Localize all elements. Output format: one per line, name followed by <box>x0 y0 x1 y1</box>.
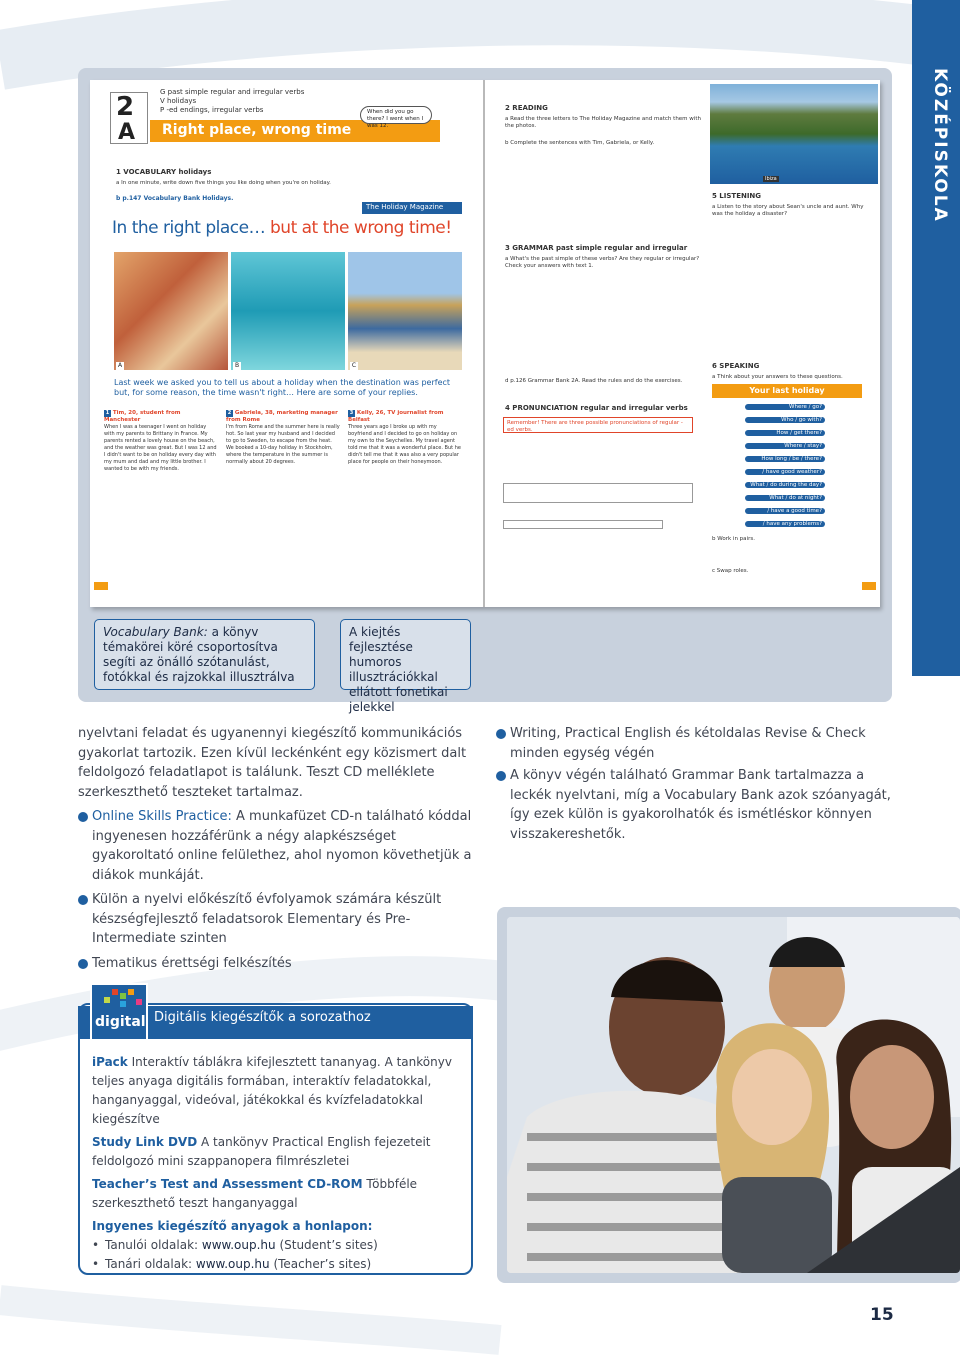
students-photo <box>507 917 960 1273</box>
textbook-spread <box>90 80 880 607</box>
reading-heading: 2 READING <box>505 104 548 112</box>
letter-author: Tim, 20, student from Manchester <box>104 410 181 423</box>
speaking-b: b Work in pairs. <box>712 536 755 542</box>
speaking-c: c Swap roles. <box>712 568 749 574</box>
gv-item: P -ed endings, irregular verbs <box>160 106 264 114</box>
grammar-d: d p.126 Grammar Bank 2A. Read the rules and do the exercises. <box>505 378 683 384</box>
digital-logo <box>90 983 148 1041</box>
speaking-question: / have any problems? <box>745 521 825 527</box>
verb-table <box>503 483 693 503</box>
online-skills-label: Online Skills Practice: <box>92 809 232 824</box>
reading-a: a Read the three letters to The Holiday Magazine and match them with the photos. <box>505 116 701 129</box>
photo-label: B <box>234 362 240 369</box>
digital-content <box>92 1053 464 1274</box>
letter-heading <box>104 410 218 424</box>
speaking-a: a Think about your answers to these questions. <box>712 374 843 380</box>
speaking-question: Who / go with? <box>745 417 825 423</box>
photo-seafood <box>114 252 228 370</box>
photo-beach <box>231 252 345 370</box>
letter-number: 3 <box>349 410 354 416</box>
unit-number: 2 <box>116 92 135 122</box>
letter-heading <box>226 410 340 424</box>
ipack-label: iPack <box>92 1055 128 1069</box>
vocab-a: a In one minute, write down five things you like doing when you're on holiday. <box>116 180 331 186</box>
speaking-question: How / get there? <box>745 430 825 436</box>
lesson-title: Right place, wrong time <box>162 122 352 138</box>
speaking-question: / have good weather? <box>745 469 825 475</box>
reading-b: b Complete the sentences with Tim, Gabriela, or Kelly. <box>505 140 655 146</box>
intro-paragraph: nyelvtani feladat és ugyanennyi kiegészítő kommunikációs gyakorlat tartozik. Ezen kívül leckénként egy közismert dalt feldolgozó feladatlapot is találunk. Teszt CD melléklete szerkeszthető teszteket tartalmaz. <box>78 726 467 800</box>
listening-a: a Listen to the story about Sean's uncle and aunt. Why was the holiday a disaster? <box>712 204 864 217</box>
web-list <box>92 1236 464 1274</box>
headline-blue: In the right place… <box>112 218 266 238</box>
bullet-matura: Tematikus érettségi felkészítés <box>78 954 478 974</box>
article-intro: Last week we asked you to tell us about a holiday when the destination was perfect but, for some reason, the time wasn't right… Here are some of your replies. <box>114 378 451 397</box>
left-page <box>90 80 483 607</box>
online-skills-text: A munkafüzet CD-n található kóddal ingyenesen hozzáférünk a négy alapkészséget gyakoroltató online felülethez, ahol nyomon követhetjük a diákok munkáját. <box>92 809 472 883</box>
photo-ibiza <box>710 84 878 184</box>
verb-table-small <box>503 520 663 529</box>
bullet-grammar-bank: A könyv végén található Grammar Bank tartalmazza a leckék nyelvtani, míg a Vocabulary Bank azok szóanyagát, így ezek külön is gyakorolhatók és ismétléskor könnyen visszakereshetők. <box>496 766 896 844</box>
grammar-heading: 3 GRAMMAR past simple regular and irregular <box>505 244 688 252</box>
vocab-b: b p.147 Vocabulary Bank Holidays. <box>116 195 234 202</box>
right-text-column <box>496 724 896 847</box>
page-tab-right <box>862 582 876 590</box>
page-number: 15 <box>870 1305 894 1325</box>
ipack-text: Interaktív táblákra kifejlesztett tananyag. A tankönyv teljes anyaga digitális formában, interaktív feladatokkal, hanganyaggal, videóval, játékokkal és kvízfeladatokkal kiegészítve <box>92 1055 452 1126</box>
dvd-text: A tankönyv Practical English fejezeteit feldolgozó mini szappanopera filmrészletei <box>92 1135 431 1168</box>
photo-label: A <box>117 362 123 369</box>
letter-heading <box>348 410 462 424</box>
cdrom-text: Többféle szerkeszthető teszt hanganyaggal <box>92 1177 418 1210</box>
speaking-heading: 6 SPEAKING <box>712 362 760 370</box>
speaking-question: What / do at night? <box>745 495 825 501</box>
letter-author: Gabriela, 38, marketing manager from Rome <box>226 410 338 423</box>
left-text-column <box>78 724 478 976</box>
letter-column <box>104 410 218 473</box>
caption-pronunciation: A kiejtés fejlesztése humoros illusztrációkkal ellátott fonetikai jelekkel <box>340 619 471 690</box>
letter-column <box>348 410 462 466</box>
teacher-site-link[interactable]: www.oup.hu <box>195 1257 270 1271</box>
web-item-student <box>92 1236 464 1255</box>
web-label: Ingyenes kiegészítő anyagok a honlapon: <box>92 1219 373 1233</box>
letter-column <box>226 410 340 466</box>
pronunciation-remember-box <box>503 417 693 433</box>
side-tab <box>912 0 960 676</box>
photo-stockholm <box>348 252 462 370</box>
dvd-block <box>92 1133 464 1171</box>
grammar-vocab-list <box>160 88 304 115</box>
pronunciation-remember: Remember! There are three possible pronunciations of regular -ed verbs. <box>507 420 683 433</box>
speaking-question: What / do during the day? <box>745 482 825 488</box>
grammar-a: a What's the past simple of these verbs? Are they regular or irregular? Check your answers with text 1. <box>505 256 700 269</box>
speaking-question: How long / be / there? <box>745 456 825 462</box>
digital-logo-word: digital <box>95 1014 146 1030</box>
web-item-prefix: Tanári oldalak: <box>105 1257 196 1271</box>
bullet-writing: Writing, Practical English és kétoldalas Revise & Check minden egység végén <box>496 724 896 763</box>
letter-text: Three years ago I broke up with my boyfriend and I decided to go on holiday on my own to the Seychelles. My travel agent told me that it was a wonderful place. But he didn't tell me that it was also a very popular place for people on their honeymoon. <box>348 424 461 465</box>
web-item-suffix: (Student’s sites) <box>275 1238 378 1252</box>
side-tab-label: KÖZÉPISKOLA <box>930 68 950 223</box>
vocab-heading: 1 VOCABULARY holidays <box>116 168 212 176</box>
web-item-suffix: (Teacher’s sites) <box>269 1257 372 1271</box>
digital-title: Digitális kiegészítők a sorozathoz <box>154 1010 371 1025</box>
speaking-question: Where / stay? <box>745 443 825 449</box>
listening-heading: 5 LISTENING <box>712 192 762 200</box>
digital-pixels-icon <box>94 987 148 1013</box>
speaking-question: / have a good time? <box>745 508 825 514</box>
last-holiday-banner: Your last holiday <box>712 384 862 398</box>
article-headline <box>112 218 452 238</box>
photo-label: C <box>351 362 357 369</box>
speech-bubble: When did you go there? I went when I was 12. <box>360 106 432 124</box>
letter-author: Kelly, 26, TV journalist from Belfast <box>348 410 444 423</box>
cdrom-block <box>92 1175 464 1213</box>
magazine-label: The Holiday Magazine <box>362 202 462 214</box>
page-tab-left <box>94 582 108 590</box>
headline-red: but at the wrong time! <box>270 218 452 238</box>
web-block <box>92 1217 464 1274</box>
letter-text: I'm from Rome and the summer here is really hot. So last year my husband and I decided to go to Sweden, to escape from the heat. We booked a 10-day holiday in Stockholm, where the temperature in the summer is normally about 20 degrees. <box>226 424 340 465</box>
speaking-question: Where / go? <box>745 404 825 410</box>
web-item-teacher <box>92 1255 464 1274</box>
cdrom-label: Teacher’s Test and Assessment CD-ROM <box>92 1177 363 1191</box>
letter-number: 1 <box>105 410 110 416</box>
letter-number: 2 <box>227 410 232 416</box>
web-item-prefix: Tanulói oldalak: <box>105 1238 202 1252</box>
gv-item: G past simple regular and irregular verbs <box>160 88 305 96</box>
right-page <box>485 80 880 607</box>
caption-vocab-text: a könyv témakörei köré csoportosítva segíti az önálló szótanulást, fotókkal és rajzokkal illusztrálva <box>103 625 295 684</box>
caption-vocab-italic: Vocabulary Bank: <box>103 625 208 639</box>
ipack-block <box>92 1053 464 1129</box>
pronunciation-heading: 4 PRONUNCIATION regular and irregular verbs <box>505 404 688 412</box>
letter-text: When I was a teenager I went on holiday with my parents to Brittany in France. My parents rented a lovely house on the beach, and the weather was great. But I was 12 and I didn't want to be on holiday every day with my mum and dad and my little brother. I wanted to be with my friends. <box>104 424 217 472</box>
caption-vocabulary-bank <box>94 619 315 690</box>
unit-letter: A <box>118 120 136 145</box>
dvd-label: Study Link DVD <box>92 1135 198 1149</box>
gv-item: V holidays <box>160 97 197 105</box>
bullet-skills-tasks: Külön a nyelvi előkészítő évfolyamok számára készült készségfejlesztő feladatsorok Elementary és Pre-Intermediate szinten <box>78 890 478 949</box>
photo-ibiza-label: Ibiza <box>765 176 777 182</box>
student-site-link[interactable]: www.oup.hu <box>201 1238 276 1252</box>
bullet-online-skills <box>78 807 478 885</box>
